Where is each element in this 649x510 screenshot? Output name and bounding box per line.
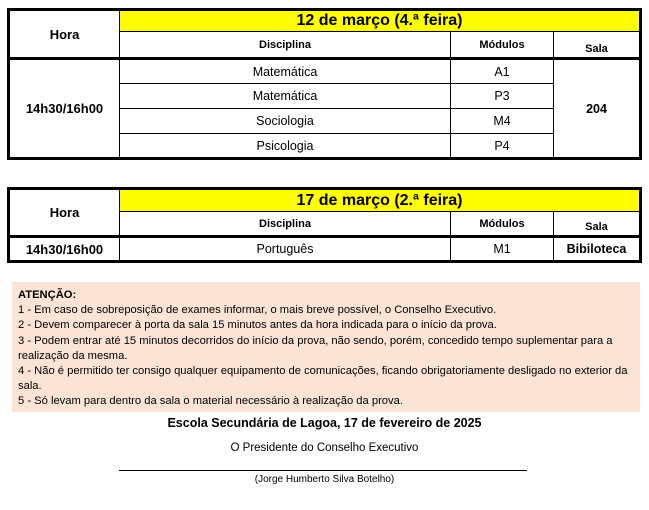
table-row	[9, 59, 641, 84]
modulos-header: Módulos	[451, 212, 554, 237]
modulo-cell: M4	[451, 109, 554, 134]
exam-time: 14h30/16h00	[9, 59, 120, 159]
table-row	[9, 237, 641, 262]
signatory-role: O Presidente do Conselho Executivo	[230, 442, 419, 454]
hora-header: Hora	[9, 189, 120, 237]
disciplina-cell: Matemática	[120, 59, 451, 84]
exam-room: 204	[554, 59, 641, 159]
notice-title: ATENÇÃO:	[18, 289, 77, 301]
disciplina-header: Disciplina	[120, 212, 451, 237]
sala-header: Sala	[554, 212, 641, 237]
modulo-cell: A1	[451, 59, 554, 84]
modulo-cell: M1	[451, 237, 554, 262]
exam-table-1	[7, 8, 642, 160]
modulo-cell: P4	[451, 134, 554, 159]
disciplina-cell: Psicologia	[120, 134, 451, 159]
hora-header: Hora	[9, 10, 120, 59]
exam-room: Bibiloteca	[554, 237, 641, 262]
signatory-name: (Jorge Humberto Silva Botelho)	[254, 474, 395, 485]
disciplina-cell: Matemática	[120, 84, 451, 109]
sala-header: Sala	[554, 32, 641, 59]
notice-item: 3 - Podem entrar até 15 minutos decorridos do início da prova, não sendo, porém, concedido tempo suplementar para a realização da mesma.	[18, 334, 613, 362]
exam-date-title: 12 de março (4.ª feira)	[120, 10, 641, 32]
disciplina-cell: Sociologia	[120, 109, 451, 134]
notice-item: 1 - Em caso de sobreposição de exames informar, o mais breve possível, o Conselho Executivo.	[18, 304, 497, 317]
disciplina-header: Disciplina	[120, 32, 451, 59]
exam-table-2	[7, 187, 642, 263]
modulos-header: Módulos	[451, 32, 554, 59]
modulo-cell: P3	[451, 84, 554, 109]
exam-time: 14h30/16h00	[9, 237, 120, 262]
exam-date-title: 17 de março (2.ª feira)	[120, 189, 641, 212]
disciplina-cell: Português	[120, 237, 451, 262]
attention-notice	[12, 282, 640, 412]
school-date-line: Escola Secundária de Lagoa, 17 de fevereiro de 2025	[167, 416, 482, 430]
notice-item: 5 - Só levam para dentro da sala o material necessário à realização da prova.	[18, 395, 403, 408]
notice-item: 2 - Devem comparecer à porta da sala 15 minutos antes da hora indicada para o início da prova.	[18, 319, 497, 332]
notice-item: 4 - Não é permitido ter consigo qualquer equipamento de comunicações, ficando obrigatoriamente desligado no exterior da sala.	[18, 365, 628, 393]
signature-line	[119, 470, 527, 471]
